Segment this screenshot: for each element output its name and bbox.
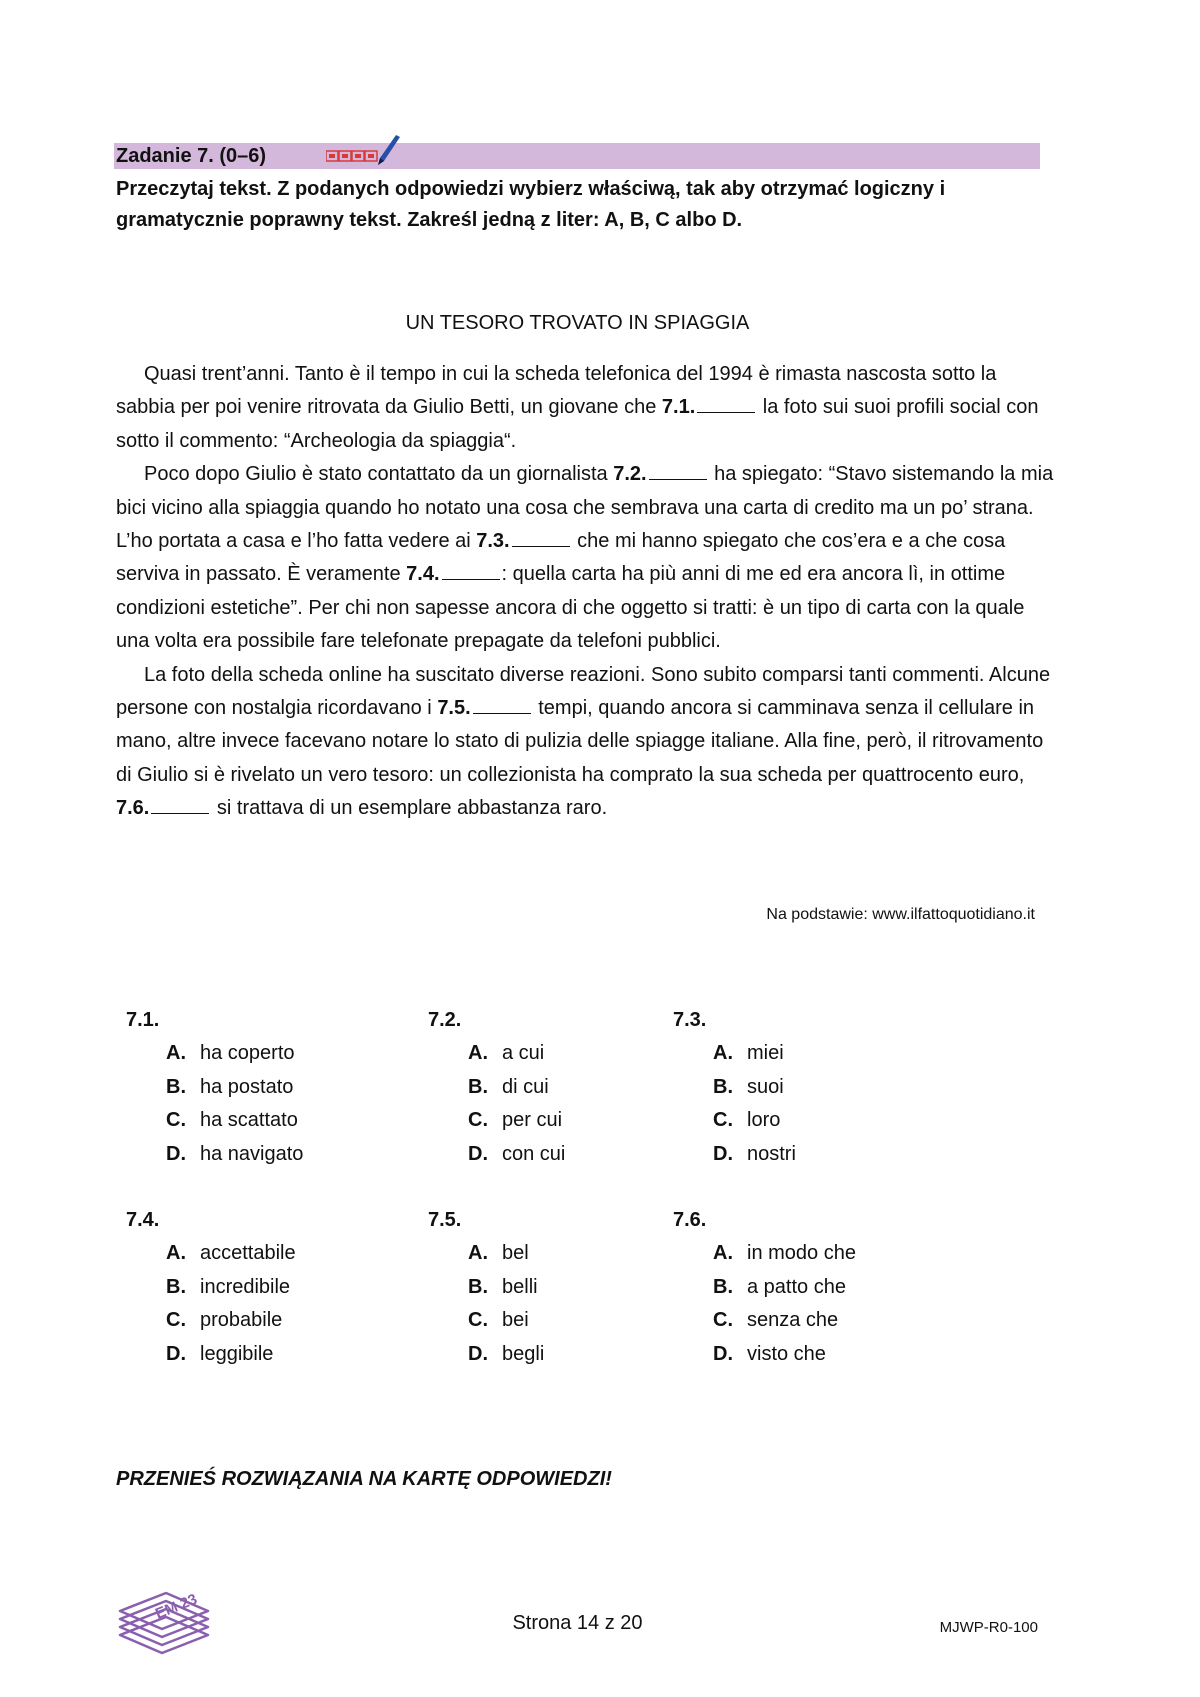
option-d[interactable]: D. nostri	[713, 1142, 796, 1165]
gap-label-7-3: 7.3.	[476, 530, 510, 553]
option-c[interactable]: C. bei	[468, 1309, 529, 1332]
transfer-answers-note: PRZENIEŚ ROZWIĄZANIA NA KARTĘ ODPOWIEDZI!	[116, 1468, 612, 1490]
story-title: UN TESORO TROVATO IN SPIAGGIA	[405, 312, 750, 334]
story-paragraph-3: La foto della scheda online ha suscitato diverse reazioni. Sono subito comparsi tanti commenti. Alcune persone con nostalgia ricordavano i 7.5. tempi, quando ancora si camminava senza il cellulare in mano, altre invece facevano notare lo stato di pulizia delle spiagge italiane. Alla fine, però, il ritrovamento di Giulio si è rivelato un vero tesoro: un collezionista ha comprato la sua scheda per quattrocento euro, 7.6. si trattava di un esemplare abbastanza raro.	[116, 663, 1051, 820]
option-c[interactable]: C. senza che	[713, 1309, 839, 1332]
option-b[interactable]: B. belli	[468, 1275, 538, 1298]
option-a[interactable]: A. ha coperto	[166, 1042, 295, 1065]
option-a[interactable]: A. miei	[713, 1042, 784, 1065]
option-b[interactable]: B. incredibile	[166, 1275, 291, 1298]
question-7-4	[126, 1204, 296, 1371]
option-b[interactable]: B. ha postato	[166, 1075, 294, 1098]
option-b[interactable]: B. a patto che	[713, 1275, 846, 1298]
gap-7-4	[442, 563, 500, 580]
option-c[interactable]: C. ha scattato	[166, 1109, 298, 1132]
question-number: 7.4.	[126, 1209, 160, 1231]
story-paragraph-2: Poco dopo Giulio è stato contattato da un giornalista 7.2. ha spiegato: “Stavo sistemando la mia bici vicino alla spiaggia quando ho notato una cosa che sembrava una carta di credito ma un po’ strana. L’ho portata a casa e l’ho fatta vedere ai 7.3. che mi hanno spiegato che cos’era e a che cosa serviva in passato. È veramente 7.4. : quella carta ha più anni di me ed era ancora lì, in ottime condizioni estetiche”. Per chi non sapesse ancora di che oggetto si tratti: è un tipo di carta con la quale una volta era possibile fare telefonate prepagate da telefoni pubblici.	[116, 463, 1054, 653]
gap-label-7-2: 7.2.	[613, 463, 647, 486]
option-a[interactable]: A. accettabile	[166, 1242, 296, 1265]
question-7-1	[126, 1004, 304, 1171]
svg-text:EM 23: EM 23	[153, 1590, 200, 1623]
gap-label-7-1: 7.1.	[661, 396, 696, 419]
gap-7-6	[151, 797, 209, 814]
option-b[interactable]: B. di cui	[468, 1075, 549, 1098]
option-d[interactable]: D. visto che	[713, 1342, 826, 1365]
option-d[interactable]: D. leggibile	[166, 1342, 274, 1365]
gap-label-7-4: 7.4.	[406, 563, 440, 586]
option-d[interactable]: D. begli	[468, 1342, 545, 1365]
question-number: 7.1.	[126, 1009, 160, 1031]
gap-label-7-6: 7.6.	[116, 797, 150, 820]
task-instructions: Przeczytaj tekst. Z podanych odpowiedzi wybierz właściwą, tak aby otrzymać logiczny i gramatycznie poprawny tekst. Zakreśl jedną z liter: A, B, C albo D.	[116, 178, 946, 231]
question-number: 7.2.	[428, 1009, 462, 1031]
task-skill-icons	[326, 131, 406, 167]
gap-7-3	[512, 530, 570, 547]
option-c[interactable]: C. probabile	[166, 1309, 283, 1332]
gap-label-7-5: 7.5.	[437, 697, 471, 720]
task-title: Zadanie 7. (0–6)	[116, 145, 267, 167]
skill-boxes-icon	[326, 151, 377, 161]
question-number: 7.5.	[428, 1209, 462, 1231]
option-d[interactable]: D. con cui	[468, 1142, 566, 1165]
question-7-6	[673, 1204, 856, 1371]
question-7-3	[673, 1004, 796, 1171]
question-number: 7.6.	[673, 1209, 707, 1231]
story-paragraph-1: Quasi trent’anni. Tanto è il tempo in cui la scheda telefonica del 1994 è rimasta nascosta sotto la sabbia per poi venire ritrovata da Giulio Betti, un giovane che 7.1. la foto sui suoi profili social con sotto il commento: “Archeologia da spiaggia“.	[116, 363, 1039, 452]
option-d[interactable]: D. ha navigato	[166, 1142, 304, 1165]
option-c[interactable]: C. per cui	[468, 1109, 563, 1132]
page-number: Strona 14 z 20	[512, 1612, 643, 1634]
pen-icon	[378, 135, 400, 165]
source-note: Na podstawie: www.ilfattoquotidiano.it	[766, 906, 1035, 923]
question-number: 7.3.	[673, 1009, 707, 1031]
option-a[interactable]: A. a cui	[468, 1042, 545, 1065]
option-a[interactable]: A. in modo che	[713, 1242, 856, 1265]
option-a[interactable]: A. bel	[468, 1242, 529, 1265]
gap-7-5	[473, 697, 531, 714]
question-7-2	[428, 1004, 566, 1171]
gap-7-1	[697, 396, 755, 413]
exam-code: MJWP-R0-100	[939, 1619, 1038, 1636]
option-c[interactable]: C. loro	[713, 1109, 781, 1132]
option-b[interactable]: B. suoi	[713, 1075, 784, 1098]
story-text	[116, 358, 1056, 826]
question-7-5	[428, 1204, 545, 1371]
gap-7-2	[649, 463, 707, 480]
